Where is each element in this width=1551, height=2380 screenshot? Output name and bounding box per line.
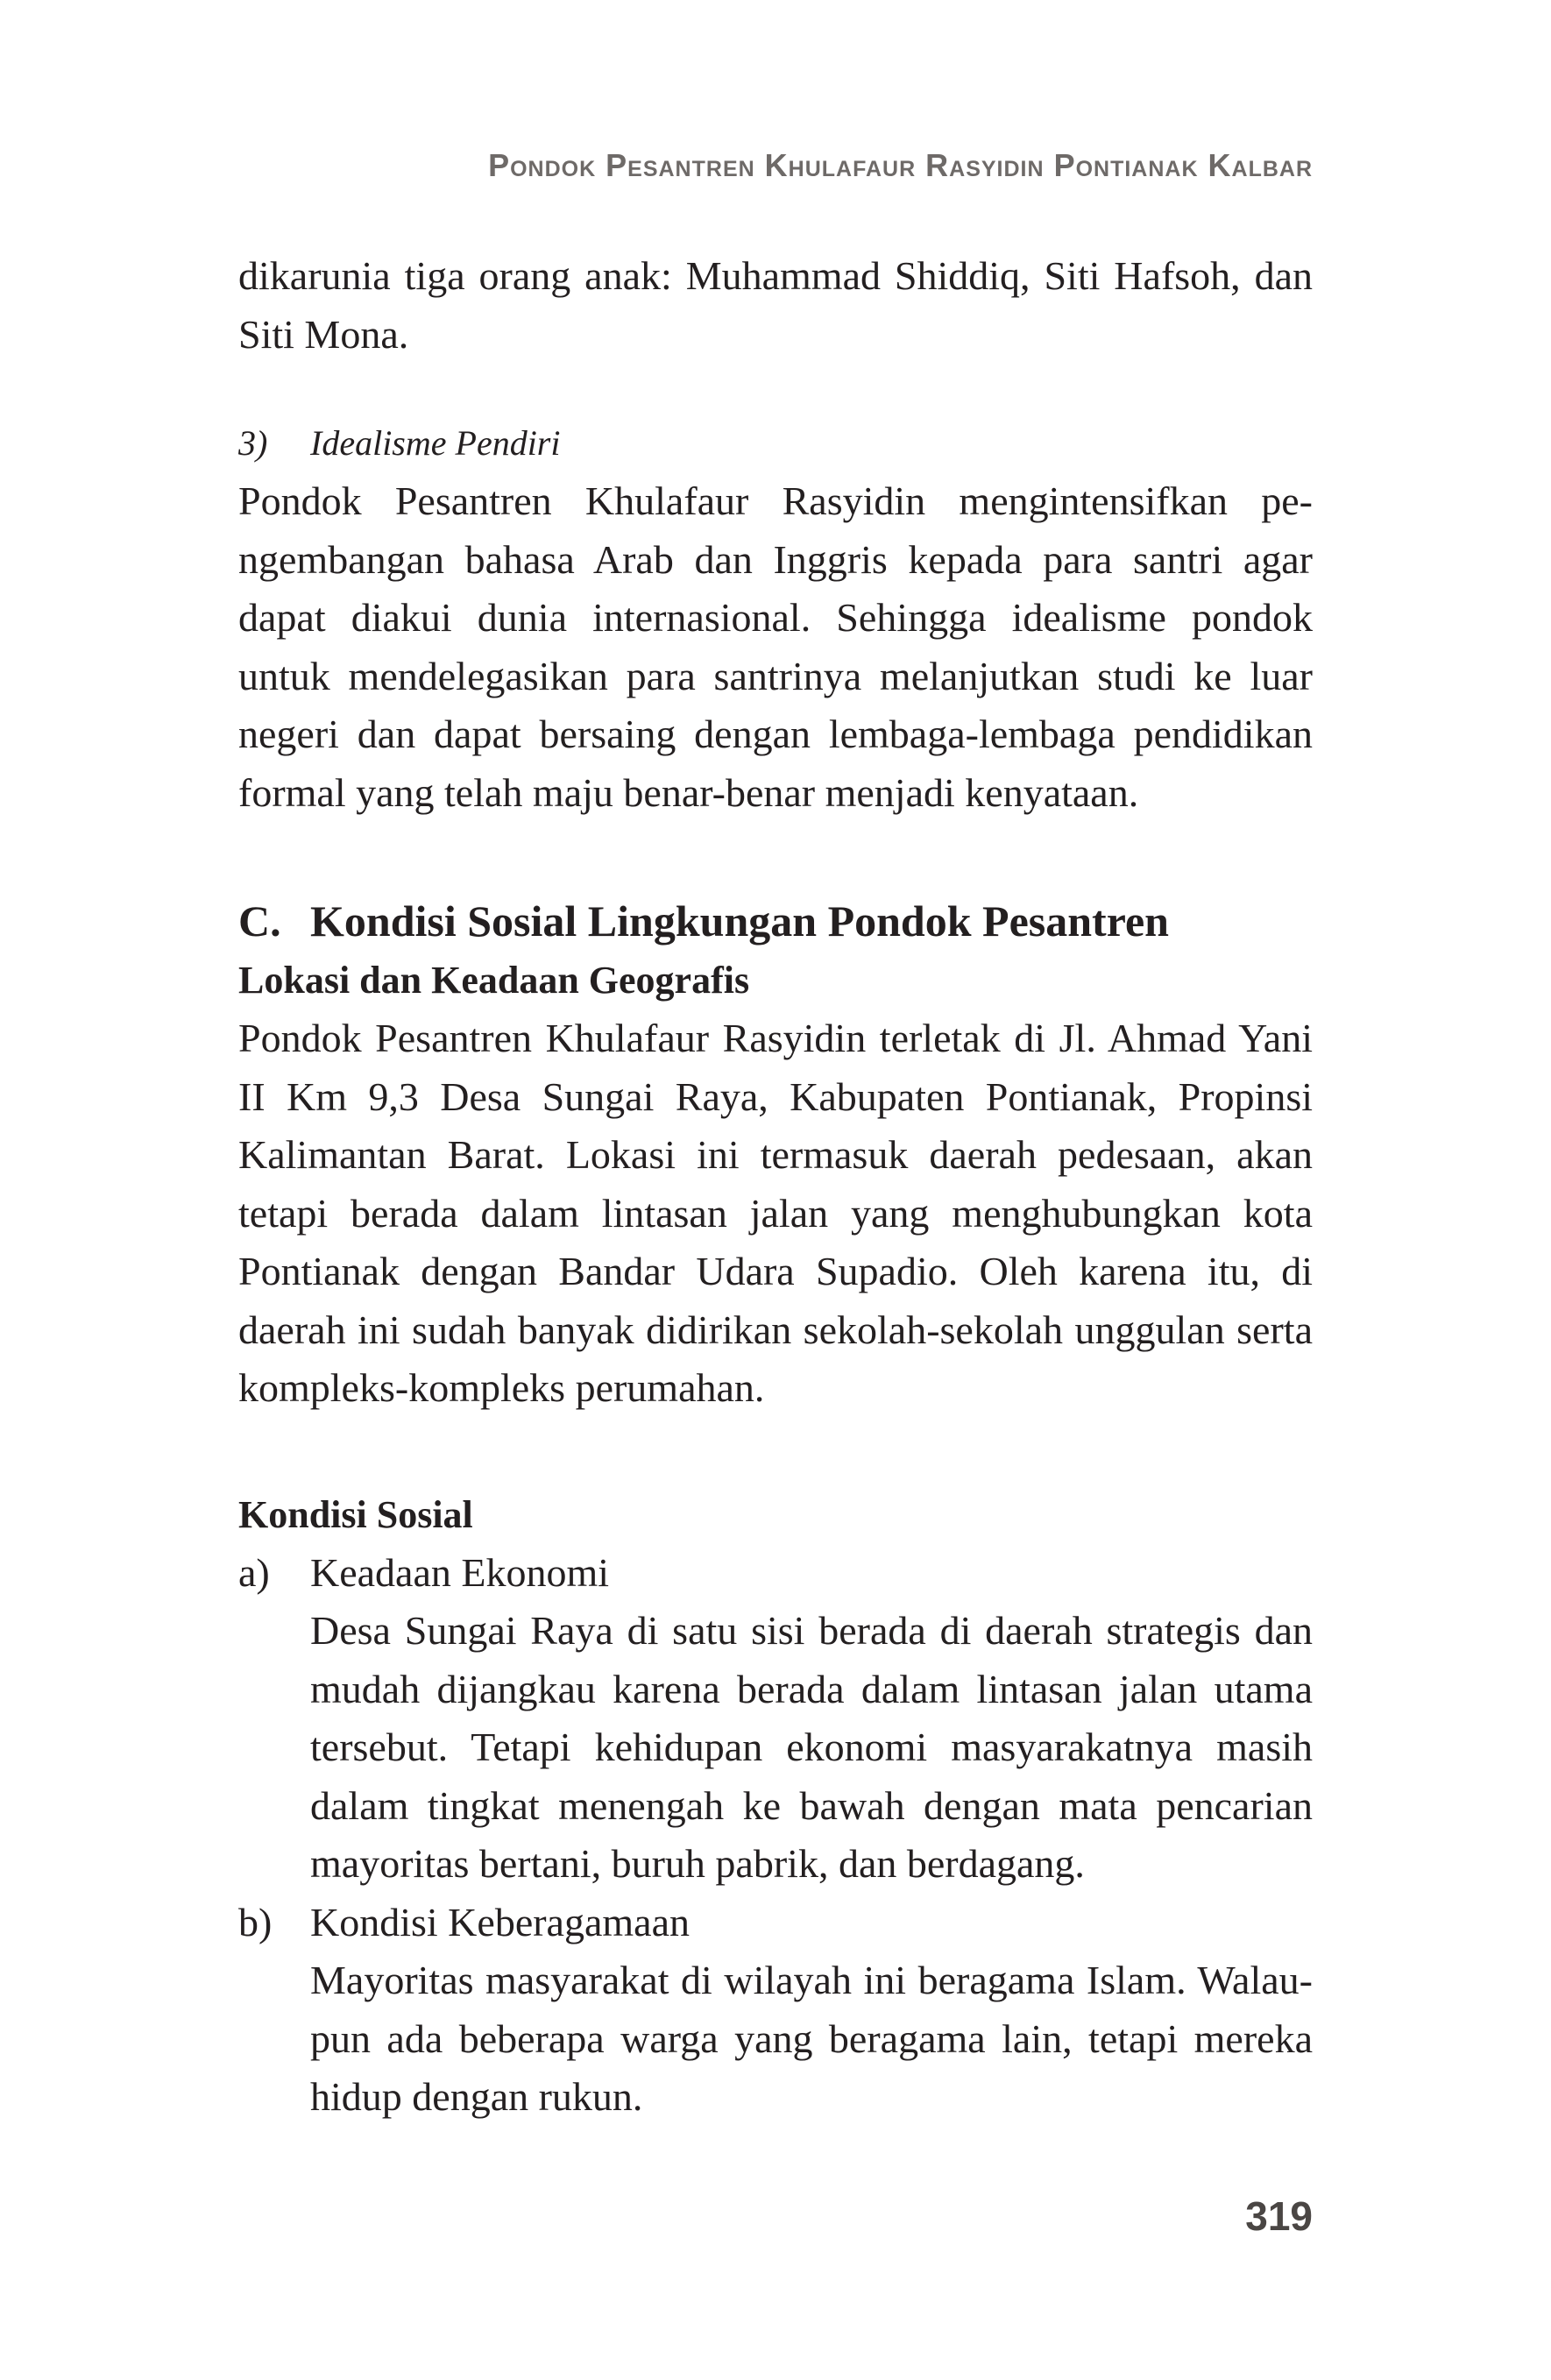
section-letter: C. <box>238 896 281 946</box>
list-marker: a) <box>238 1549 270 1595</box>
list-marker: b) <box>238 1899 273 1944</box>
list-item-body: Mayoritas masyarakat di wilayah ini beragama Islam. Walaupun ada beberapa warga yang beragama lain, tetapi mereka hidup dengan rukun. <box>310 1958 1313 2119</box>
subsection-title: Idealisme Pendiri <box>310 423 561 463</box>
list-item-title: Kondisi Keberagamaan <box>310 1899 691 1944</box>
subsection-heading <box>238 414 1313 472</box>
subsection-body: Pondok Pesantren Khulafaur Rasyidin mengintensifkan pengembangan bahasa Arab dan Inggris kepada para santri agar dapat diakui dunia internasional. Sehingga idealisme pondok untuk mendelegasikan para santrinya melanjutkan studi ke luar negeri dan dapat bersaing dengan lembaga-lembaga pendidikan formal yang telah maju benar-benar menjadi kenyataan. <box>238 478 1313 815</box>
section-heading <box>238 890 1313 952</box>
subsection-number: 3) <box>238 423 268 463</box>
social-heading: Kondisi Sosial <box>238 1492 473 1536</box>
list-item <box>238 1894 1313 2127</box>
location-heading: Lokasi dan Keadaan Geografis <box>238 959 750 1002</box>
list-item <box>238 1544 1313 1894</box>
list-item-title: Keadaan Ekonomi <box>310 1549 610 1595</box>
location-body: Pondok Pesantren Khulafaur Rasyidin terletak di Jl. Ahmad Yani II Km 9,3 Desa Sungai Raya, Kabupaten Pontianak, Propinsi Kalimantan Barat. Lokasi ini termasuk daerah pedesaan, akan tetapi berada dalam lintasan jalan yang menghubungkan kota Pontianak dengan Bandar Udara Supadio. Oleh karena itu, di daerah ini sudah banyak didirikan sekolah-sekolah unggulan serta kompleks-kompleks perumahan. <box>238 1016 1313 1410</box>
list-item-body: Desa Sungai Raya di satu sisi berada di daerah strategis dan mudah dijangkau karena berada dalam lintasan jalan utama tersebut. Tetapi kehidupan ekonomi masyarakatnya masih dalam tingkat menengah ke bawah dengan mata pencarian mayoritas bertani, buruh pabrik, dan berdagang. <box>310 1608 1313 1886</box>
running-header: Pondok Pesantren Khulafaur Rasyidin Pontianak Kalbar <box>488 147 1313 183</box>
section-title: Kondisi Sosial Lingkungan Pondok Pesantren <box>310 896 1169 946</box>
page-number: 319 <box>1245 2193 1313 2239</box>
intro-paragraph: dikarunia tiga orang anak: Muhammad Shiddiq, Siti Hafsoh, dan Siti Mona. <box>238 253 1313 357</box>
page-content <box>238 247 1313 2127</box>
